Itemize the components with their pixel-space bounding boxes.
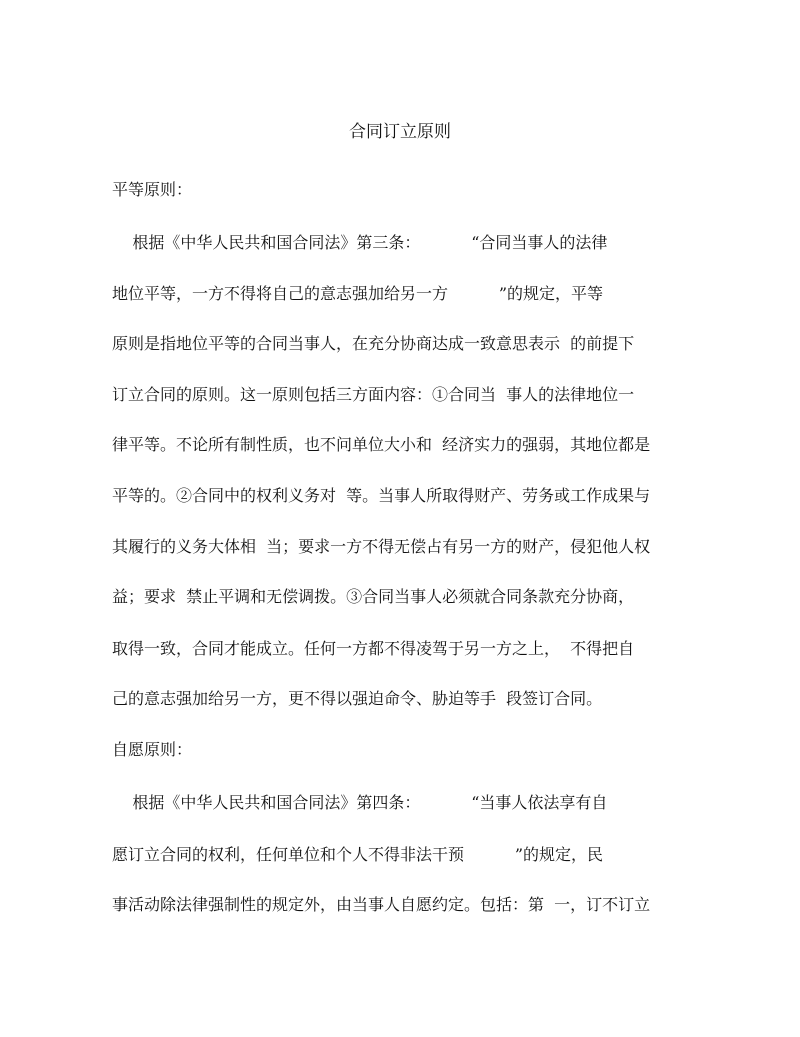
- paragraph-line: 地位平等，一方不得将自己的意志强加给另一方 ”的规定，平等: [112, 284, 604, 303]
- paragraph-line: 己的意志强加给另一方，更不得以强迫命令、胁迫等手 段签订合同。: [112, 689, 603, 708]
- paragraph-line: 其履行的义务大体相 当；要求一方不得无偿占有另一方的财产，侵犯他人权: [112, 537, 651, 556]
- section-heading-equality: 平等原则：: [112, 180, 193, 199]
- document-title: 合同订立原则: [349, 122, 451, 142]
- paragraph-line: 原则是指地位平等的合同当事人，在充分协商达成一致意思表示 的前提下: [112, 334, 635, 353]
- paragraph-line: 根据《中华人民共和国合同法》第四条： “当事人依法享有自: [112, 793, 608, 812]
- paragraph-line: 律平等。不论所有制性质，也不问单位大小和 经济实力的强弱，其地位都是: [112, 435, 651, 454]
- section-heading-voluntary: 自愿原则：: [112, 740, 193, 759]
- paragraph-line: 订立合同的原则。这一原则包括三方面内容：①合同当 事人的法律地位一: [112, 385, 635, 404]
- paragraph-line: 愿订立合同的权利，任何单位和个人不得非法干预 ”的规定，民: [112, 845, 604, 864]
- paragraph-line: 平等的。②合同中的权利义务对 等。当事人所取得财产、劳务或工作成果与: [112, 486, 651, 505]
- paragraph-line: 取得一致，合同才能成立。任何一方都不得凌驾于另一方之上， 不得把自: [112, 639, 635, 658]
- paragraph-line: 根据《中华人民共和国合同法》第三条： “合同当事人的法律: [112, 233, 608, 252]
- paragraph-line: 事活动除法律强制性的规定外，由当事人自愿约定。包括：第 一，订不订立: [112, 895, 651, 914]
- paragraph-line: 益；要求 禁止平调和无偿调拨。③合同当事人必须就合同条款充分协商，: [112, 587, 635, 606]
